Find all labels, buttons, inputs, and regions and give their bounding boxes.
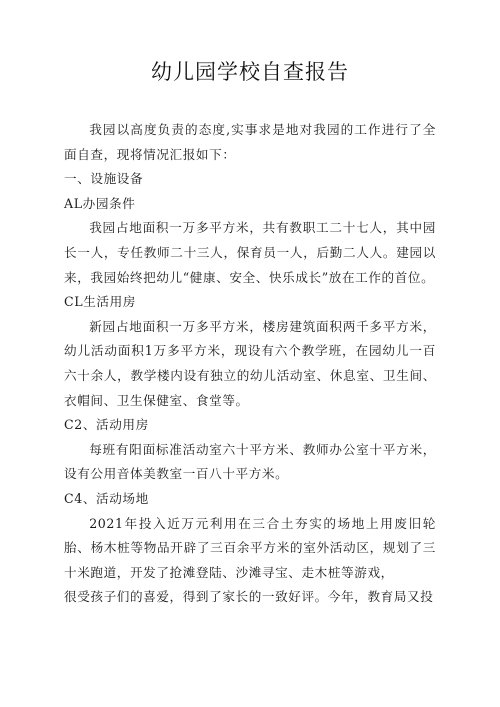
paragraph-school-conditions: 我园占地面积一万多平方米，共有教职工二十七人，其中园长一人，专任教师二十三人，保育员一人，后勤二人人。建园以来，我园始终把幼儿“健康、安全、快乐成长”放在工作的首位。 bbox=[64, 220, 436, 285]
subheading-living-rooms: CL生活用房 bbox=[64, 294, 136, 310]
paragraph-activity-rooms: 每班有阳面标准活动室六十平方米、教师办公室十平方米，设有公用音体美教室一百八十平方米。 bbox=[64, 441, 436, 482]
subheading-school-conditions: AL办园条件 bbox=[64, 195, 136, 211]
paragraph-living-rooms: 新园占地面积一万多平方米，楼房建筑面积两千多平方米，幼儿活动面积1万多平方米，现设有六个教学班，在园幼儿一百六十余人，教学楼内设有独立的幼儿活动室、休息室、卫生间、衣帽间、卫生保健室、食堂等。 bbox=[64, 318, 436, 408]
subheading-activity-grounds: C4、活动场地 bbox=[64, 490, 149, 506]
intro-paragraph: 我园以高度负责的态度,实事求是地对我园的工作进行了全面自查，现将情况汇报如下： bbox=[64, 122, 436, 162]
document-title: 幼儿园学校自查报告 bbox=[151, 60, 349, 84]
subheading-activity-rooms: C2、活动用房 bbox=[64, 417, 149, 433]
document-body bbox=[64, 118, 436, 610]
paragraph-activity-grounds-continued: 很受孩子们的喜爱，得到了家长的一致好评。今年，教育局又投 bbox=[64, 589, 434, 605]
section-heading-facilities: 一、设施设备 bbox=[64, 171, 144, 187]
paragraph-activity-grounds: 2021年投入近万元利用在三合土夯实的场地上用废旧轮胎、杨木桩等物品开辟了三百余平方米的室外活动区，规划了三十米跑道，开发了抢滩登陆、沙滩寻宝、走木桩等游戏， bbox=[64, 515, 436, 580]
